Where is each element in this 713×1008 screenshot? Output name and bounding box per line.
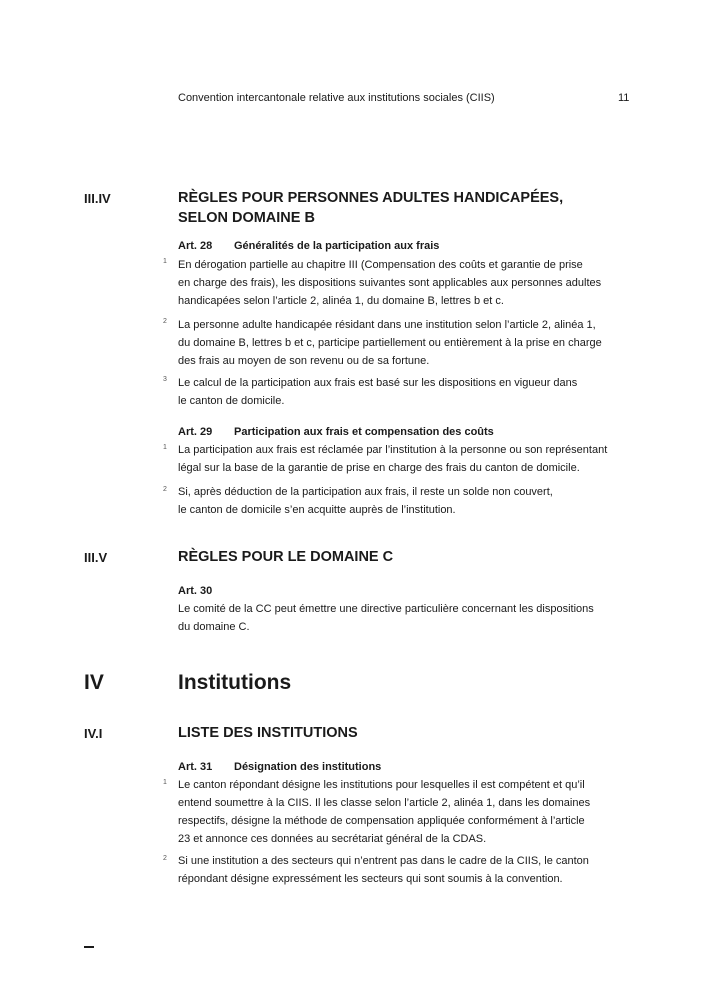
article-30-label: Art. 30 (178, 585, 213, 597)
article-31-title: Désignation des institutions (234, 761, 382, 773)
article-29-para-2-number: 2 (163, 486, 167, 493)
article-29-heading (178, 426, 494, 438)
article-30-para-1 (178, 600, 633, 636)
section-title-3-4-line2: SELON DOMAINE B (178, 210, 315, 226)
section-number-3-4: III.IV (84, 191, 111, 206)
article-29-title: Participation aux frais et compensation des coûts (234, 426, 494, 438)
article-31-para-1-number: 1 (163, 779, 167, 786)
article-31-para-2 (178, 852, 633, 888)
para-line: des frais au moyen de son revenu ou de sa fortune. (178, 355, 430, 367)
article-31-label: Art. 31 (178, 761, 213, 773)
footer-rule (84, 946, 94, 948)
article-31-para-1 (178, 776, 633, 848)
article-29-para-1 (178, 441, 633, 477)
para-line: du domaine B, lettres b et c, participe partiellement ou entièrement à la prise en charge (178, 337, 602, 349)
para-line: entend soumettre à la CIIS. Il les classe selon l’article 2, alinéa 1, dans les domaines (178, 797, 591, 809)
article-28-para-1 (178, 256, 633, 310)
article-28-para-1-number: 1 (163, 258, 167, 265)
article-28-para-3 (178, 374, 633, 410)
para-line: en charge des frais), les dispositions suivantes sont applicables aux personnes adultes (178, 277, 602, 289)
chapter-number-4: IV (84, 671, 104, 694)
article-30-heading (178, 585, 234, 597)
para-line: Le comité de la CC peut émettre une directive particulière concernant les dispositions (178, 603, 594, 615)
para-line: le canton de domicile s’en acquitte auprès de l’institution. (178, 504, 456, 516)
para-line: respectifs, désigne la méthode de compensation appliquée conformément à l’article (178, 815, 585, 827)
running-title: Convention intercantonale relative aux institutions sociales (CIIS) (178, 92, 495, 104)
para-line: du domaine C. (178, 621, 250, 633)
para-line: Si, après déduction de la participation aux frais, il reste un solde non couvert, (178, 486, 553, 498)
article-28-heading (178, 240, 439, 252)
para-line: La participation aux frais est réclamée par l’institution à la personne ou son représentant (178, 444, 608, 456)
para-line: handicapées selon l’article 2, alinéa 1, du domaine B, lettres b et c. (178, 295, 504, 307)
section-title-4-1: LISTE DES INSTITUTIONS (178, 725, 358, 741)
article-29-para-1-number: 1 (163, 444, 167, 451)
section-title-3-4-line1: RÈGLES POUR PERSONNES ADULTES HANDICAPÉES, (178, 190, 564, 206)
article-28-para-2-number: 2 (163, 318, 167, 325)
chapter-title-4: Institutions (178, 671, 292, 694)
article-31-heading (178, 761, 381, 773)
article-28-title: Généralités de la participation aux frais (234, 240, 440, 252)
article-28-para-3-number: 3 (163, 376, 167, 383)
para-line: Si une institution a des secteurs qui n’entrent pas dans le cadre de la CIIS, le canton (178, 855, 589, 867)
article-29-para-2 (178, 483, 633, 519)
para-line: légal sur la base de la garantie de prise en charge des frais du canton de domicile. (178, 462, 580, 474)
para-line: En dérogation partielle au chapitre III (Compensation des coûts et garantie de prise (178, 259, 583, 271)
article-31-para-2-number: 2 (163, 855, 167, 862)
section-number-3-5: III.V (84, 550, 108, 565)
section-title-3-4 (178, 188, 563, 228)
para-line: répondant désigne expressément les secteurs qui sont soumis à la convention. (178, 873, 563, 885)
para-line: Le calcul de la participation aux frais est basé sur les dispositions en vigueur dans (178, 377, 578, 389)
page-number: 11 (618, 92, 630, 104)
article-28-para-2 (178, 316, 633, 370)
para-line: La personne adulte handicapée résidant dans une institution selon l’article 2, alinéa 1, (178, 319, 596, 331)
para-line: le canton de domicile. (178, 395, 285, 407)
para-line: 23 et annonce ces données au secrétariat général de la CDAS. (178, 833, 487, 845)
para-line: Le canton répondant désigne les institutions pour lesquelles il est compétent et qu’il (178, 779, 585, 791)
section-number-4-1: IV.I (84, 726, 103, 741)
article-29-label: Art. 29 (178, 426, 213, 438)
section-title-3-5: RÈGLES POUR LE DOMAINE C (178, 549, 394, 565)
article-28-label: Art. 28 (178, 240, 213, 252)
